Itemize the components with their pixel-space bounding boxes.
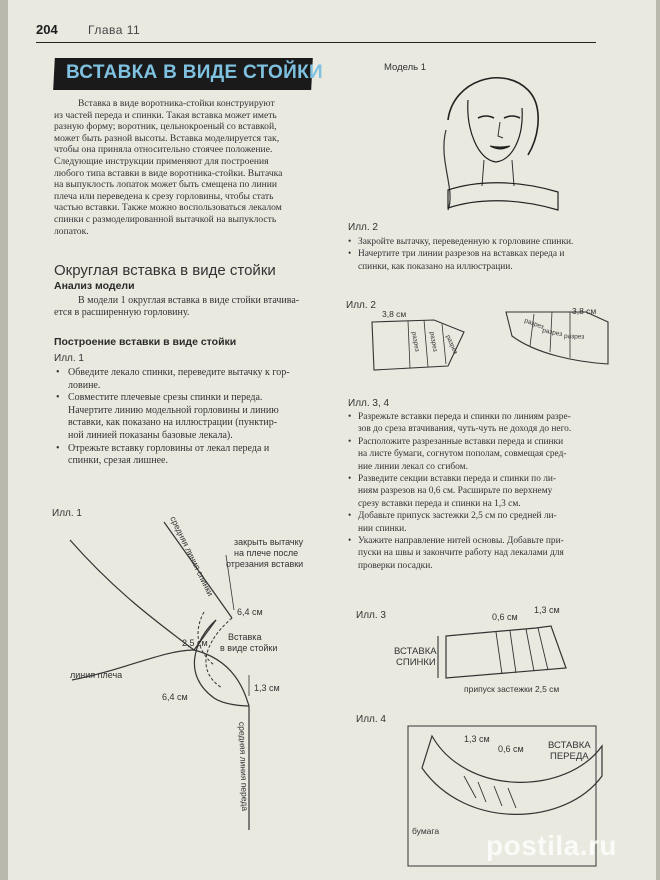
bullet-text: срезу вставки переда и спинки на 1,3 см. (358, 498, 521, 509)
bullet-text: пуски на швы и закончите работу над лекалами для (358, 548, 564, 559)
spread-slit-2 (510, 631, 516, 673)
bullet-line (346, 498, 636, 510)
bullet-text: нии спинки. (358, 523, 407, 534)
insert-label-line-2: в виде стойки (220, 643, 278, 653)
fig4-label-line-2: ПЕРЕДА (550, 751, 589, 762)
intro_lines-line: лопаток. (54, 225, 89, 237)
bullet-line (54, 392, 334, 405)
ill34-caption-text: Илл. 3, 4 (348, 398, 390, 409)
bullet-text: ние линии лекал со сгибом. (358, 461, 468, 472)
fig3-caption: Илл. 3 (356, 610, 386, 621)
page-title: ВСТАВКА В ВИДЕ СТОЙКИ (66, 62, 323, 83)
construction-heading: Построение вставки в виде стойки (54, 336, 237, 348)
svg-text:Вставкав виде стойки (220, 632, 277, 653)
ill2-instructions (346, 236, 636, 273)
ill1-instructions (54, 367, 334, 468)
spread-slit-3 (526, 629, 534, 671)
fig1-center-back: средняя линия спинки (168, 514, 216, 598)
bullet-text: Обведите лекало спинки, переведите вытачку к гор- (68, 367, 290, 378)
bullet-dot: • (348, 511, 352, 522)
fig4-measure-06: 0,6 см (498, 744, 524, 754)
bullet-text: Отрежьте вставку горловины от лекал переда и (68, 442, 270, 454)
stand-collar (448, 183, 558, 210)
bullet-line (346, 236, 636, 248)
front-slit-2 (478, 782, 486, 802)
figure-ill1 (44, 500, 324, 840)
analysis-paragraph (54, 295, 316, 320)
bullet-line (346, 436, 636, 448)
model-caption: Модель 1 (384, 62, 427, 73)
fig1-shoulder-line: линия плеча (70, 670, 123, 680)
spread-slit-4 (538, 628, 548, 670)
fig3-label-line-1: ВСТАВКА (394, 646, 437, 657)
bullet-text: Разрежьте вставки переда и спинки по линиям разре- (358, 412, 571, 422)
ill34-instructions (346, 411, 636, 572)
intro_lines-line: любого типа вставки в виде воротника-стойки. Вытачка (54, 167, 283, 179)
book-page (8, 0, 656, 880)
fig4-paper: бумага (412, 826, 440, 836)
dart-note-line-1: закрыть вытачку (234, 537, 304, 547)
bullet-text: зов до среза втачивания, чуть-чуть не доходя до него. (358, 424, 572, 435)
nose (498, 122, 503, 138)
bullet-line (346, 448, 636, 460)
fig2-cut-4: разрез (523, 317, 545, 331)
fig1-measure-25: 2,5 см (182, 638, 208, 648)
bullet-dot: • (348, 237, 352, 247)
fig1-center-front: средняя линия переда (237, 721, 251, 812)
bullet-line (54, 380, 334, 393)
bullet-text: проверки посадки. (358, 560, 433, 571)
fig3-allowance: припуск застежки 2,5 см (464, 684, 560, 694)
intro_lines-line: плеча или переведена к срезу горловины, чтобы стать (54, 190, 274, 202)
bullet-text: Укажите направление нитей основы. Добавьте при- (358, 536, 564, 547)
bullet-line (54, 455, 334, 468)
bullet-dot: • (56, 367, 60, 378)
analysis-heading: Анализ модели (54, 280, 135, 292)
insert-label-line-1: Вставка (228, 632, 262, 642)
bullet-text: спинки, как показано на иллюстрации. (358, 261, 513, 272)
bullet-dot: • (348, 436, 352, 447)
bullet-line (346, 560, 636, 572)
bullet-line (346, 547, 636, 559)
running-header (36, 22, 596, 43)
bullet-dot: • (348, 249, 352, 260)
bullet-dot: • (348, 474, 352, 485)
bullet-line (346, 423, 636, 435)
ill1-caption: Илл. 1 (54, 353, 84, 364)
bullet-text: вставки, как показано на иллюстрации (пунктир- (68, 417, 278, 429)
bullet-dot: • (56, 392, 60, 404)
front-slit-4 (508, 788, 516, 808)
figure-ill3 (346, 598, 636, 702)
intro_lines-line: спинки с размоделированной вытачкой на выпуклость (54, 213, 277, 225)
bullet-line (54, 405, 334, 418)
fig3-label-line-2: СПИНКИ (396, 657, 436, 668)
bullet-text: ной линией показаны базовые лекала). (68, 429, 233, 441)
front-slash-3 (442, 324, 446, 364)
lips (490, 146, 510, 149)
bullet-dot: • (348, 412, 352, 422)
section-heading: Округлая вставка в виде стойки (54, 262, 276, 279)
bullet-line (54, 430, 334, 443)
fig1-measure-64a: 6,4 см (237, 607, 263, 617)
fig2-cut-1: разрез (410, 331, 421, 353)
front-slash-2 (424, 320, 428, 367)
fig1-measure-64b: 6,4 см (162, 692, 188, 702)
intro_lines-line: разную форму; воротник, цельнокроеный со вставкой, (54, 121, 277, 133)
fig1-measure-13: 1,3 см (254, 683, 280, 693)
model-sketch (408, 60, 568, 220)
front-slash-1 (408, 321, 410, 368)
bullet-text: Начертите три линии разрезов на вставках переда и (358, 249, 565, 260)
bullet-line (54, 367, 334, 380)
bullet-text: ловине. (68, 379, 101, 391)
fig2-cut-6: разрез (563, 333, 585, 341)
dart-note-line-3: отрезания вставки (226, 559, 304, 569)
fig2-cut-5: разрез (541, 327, 563, 339)
fig2-caption: Илл. 2 (346, 300, 376, 311)
watermark: postila.ru (486, 830, 618, 861)
bullet-line (54, 443, 334, 456)
bullet-dot: • (56, 442, 60, 454)
fig2-measure-38b: 3,8 см (572, 306, 597, 316)
analysis_lines-line: ется в расширенную горловину. (54, 307, 190, 319)
page-number: 204 (36, 22, 58, 37)
fig1-caption: Илл. 1 (52, 508, 82, 519)
face-outline (468, 100, 522, 162)
front-slit-1 (464, 776, 476, 798)
intro_lines-line: чтобы она приняла относительно стоячее положение. (54, 144, 273, 156)
hair-outline (448, 78, 538, 155)
bullet-line (54, 417, 334, 430)
fig4-measure-13: 1,3 см (464, 734, 490, 744)
spread-slit-1 (496, 632, 502, 674)
bullet-text: спинки, срезая лишнее. (68, 455, 168, 467)
intro_lines-line: из частей переда и спинки. Такая вставка может иметь (54, 109, 277, 121)
bullet-dot: • (348, 536, 352, 547)
intro_lines-line: Следующие инструкции применяют для построения (54, 155, 269, 167)
dart-note-line-2: на плече после (234, 548, 299, 558)
svg-text:ВСТАВКАПЕРЕДА (548, 740, 591, 762)
front-slit-3 (494, 786, 502, 806)
fig4-label-line-1: ВСТАВКА (548, 740, 591, 751)
fig2-measure-38a: 3,8 см (382, 309, 407, 319)
bullet-line (346, 411, 636, 423)
svg-text:ВСТАВКАСПИНКИ (394, 646, 437, 668)
bullet-line (346, 261, 636, 273)
bullet-text: Добавьте припуск застежки 2,5 см по средней ли- (358, 511, 557, 522)
bullet-text: ниям разрезов на 0,6 см. Расширьте по верхнему (358, 486, 553, 497)
fig3-measure-06: 0,6 см (492, 612, 518, 622)
back-insert-piece (506, 312, 608, 364)
fig2-cut-3: разрез (444, 333, 459, 356)
back-insert-spread (446, 626, 566, 678)
eye-left (478, 116, 494, 118)
analysis_lines-line: В модели 1 округлая вставка в виде стойки втачива- (78, 295, 300, 306)
bullet-line (346, 473, 636, 485)
intro_lines-line: на выпуклость лопаток может быть смещена по линии (54, 179, 278, 191)
bullet-line (346, 248, 636, 260)
bullet-text: Разведите секции вставки переда и спинки по ли- (358, 474, 557, 485)
svg-text:закрыть вытачкуна плече послео (226, 537, 304, 569)
intro_lines-line: Вставка в виде воротника-стойки конструируют (78, 98, 275, 109)
fig3-measure-13: 1,3 см (534, 605, 560, 615)
intro-paragraph (54, 98, 316, 237)
bullet-line (346, 461, 636, 473)
bullet-text: Расположите разрезанные вставки переда и спинки (358, 436, 564, 447)
fig4-caption: Илл. 4 (356, 714, 386, 725)
intro_lines-line: частью вставки. Также можно воспользоваться лекалом (54, 202, 282, 214)
bullet-line (346, 510, 636, 522)
bullet-line (346, 523, 636, 535)
eye-right (504, 116, 520, 118)
bullet-text: Совместите плечевые срезы спинки и переда. (68, 392, 263, 404)
intro_lines-line: может быть разной высоты. Вставка моделируется так, (54, 132, 280, 144)
neck (482, 160, 514, 186)
bullet-text: Закройте вытачку, переведенную к горловине спинки. (358, 237, 574, 247)
figure-ill2 (346, 292, 626, 392)
bullet-text: Начертите линию модельной горловины и линию (68, 404, 279, 416)
chapter-label: Глава 11 (88, 23, 141, 37)
bullet-line (346, 485, 636, 497)
bullet-line (346, 535, 636, 547)
bullet-text: на листе бумаги, согнутом пополам, совмещая сред- (358, 449, 567, 460)
ill2-caption-text: Илл. 2 (348, 222, 378, 233)
fig2-cut-2: разрез (428, 331, 439, 353)
ponytail (444, 130, 450, 210)
